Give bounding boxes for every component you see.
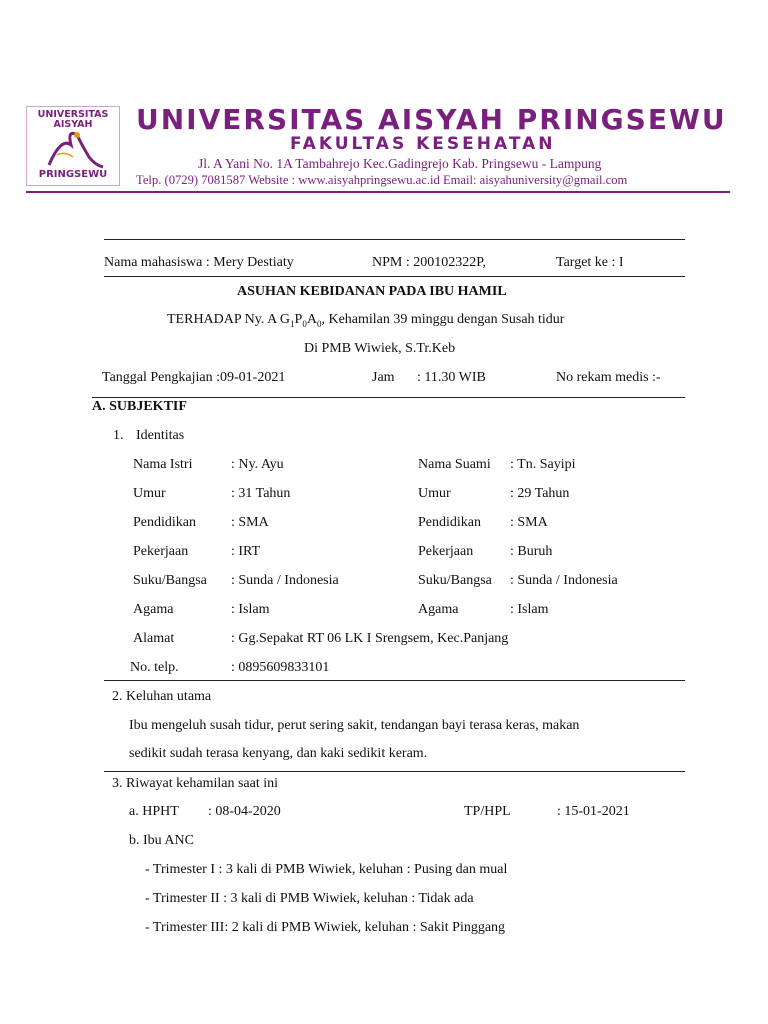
identity-label-wife: Umur xyxy=(133,486,166,501)
identity-label-wife: Nama Istri xyxy=(133,457,193,472)
trimester-line: - Trimester II : 3 kali di PMB Wiwiek, keluhan : Tidak ada xyxy=(145,891,474,906)
identity-value-husband: : Tn. Sayipi xyxy=(510,457,576,472)
identity-label-husband: Suku/Bangsa xyxy=(418,573,492,588)
faculty-name: FAKULTAS KESEHATAN xyxy=(290,134,556,154)
anc-label: b. Ibu ANC xyxy=(129,833,194,848)
identity-heading: Identitas xyxy=(136,428,185,443)
identity-label-wife: Suku/Bangsa xyxy=(133,573,207,588)
divider xyxy=(92,397,685,398)
identity-value-wife: : Ny. Ayu xyxy=(231,457,284,472)
tp-value: : 15-01-2021 xyxy=(557,804,630,819)
document-subtitle: TERHADAP Ny. A $G_1P_0A_0$, Kehamilan 39 minggu dengan Susah tidur xyxy=(167,312,565,329)
complaint-text-line: sedikit sudah terasa kenyang, dan kaki sedikit keram. xyxy=(129,746,428,761)
identity-value-husband: : 29 Tahun xyxy=(510,486,570,501)
identity-label-wife: Pendidikan xyxy=(133,515,196,530)
target: Target ke : I xyxy=(556,255,624,270)
divider xyxy=(104,680,685,681)
identity-value-wife: : Islam xyxy=(231,602,270,617)
identity-value-husband: : Buruh xyxy=(510,544,553,559)
phone-value: : 0895609833101 xyxy=(231,660,330,675)
identity-label-husband: Nama Suami xyxy=(418,457,491,472)
identity-value-husband: : Islam xyxy=(510,602,549,617)
identity-value-wife: : Sunda / Indonesia xyxy=(231,573,339,588)
section-heading: A. SUBJEKTIF xyxy=(92,399,187,414)
document-title: ASUHAN KEBIDANAN PADA IBU HAMIL xyxy=(237,284,507,299)
identity-label-husband: Pekerjaan xyxy=(418,544,474,559)
identity-value-husband: : SMA xyxy=(510,515,548,530)
address-label: Alamat xyxy=(133,631,175,646)
identity-label-wife: Agama xyxy=(133,602,174,617)
hpht-label: a. HPHT xyxy=(129,804,179,819)
student-name: Nama mahasiswa : Mery Destiaty xyxy=(104,255,294,270)
identity-label-wife: Pekerjaan xyxy=(133,544,189,559)
identity-value-wife: : IRT xyxy=(231,544,261,559)
tp-label: TP/HPL xyxy=(464,804,511,819)
student-npm: NPM : 200102322P, xyxy=(372,255,486,270)
identity-number: 1. xyxy=(113,428,124,443)
university-contact: Telp. (0729) 7081587 Website : www.aisyahpringsewu.ac.id Email: aisyahuniversity@gmail.com xyxy=(136,173,628,187)
identity-label-husband: Pendidikan xyxy=(418,515,481,530)
medical-record: No rekam medis :- xyxy=(556,370,661,385)
trimester-line: - Trimester III: 2 kali di PMB Wiwiek, keluhan : Sakit Pinggang xyxy=(145,920,506,935)
identity-label-husband: Agama xyxy=(418,602,459,617)
pregnancy-heading: 3. Riwayat kehamilan saat ini xyxy=(112,776,279,791)
university-logo xyxy=(26,106,120,186)
identity-value-husband: : Sunda / Indonesia xyxy=(510,573,618,588)
trimester-line: - Trimester I : 3 kali di PMB Wiwiek, keluhan : Pusing dan mual xyxy=(145,862,508,877)
address-value: : Gg.Sepakat RT 06 LK I Srengsem, Kec.Panjang xyxy=(231,631,509,646)
logo-bottom-text: PRINGSEWU xyxy=(38,169,108,180)
logo-top-text: UNIVERSITAS AISYAH xyxy=(37,109,109,130)
divider xyxy=(104,276,685,277)
identity-label-husband: Umur xyxy=(418,486,451,501)
header-divider xyxy=(26,191,730,193)
hpht-value: : 08-04-2020 xyxy=(208,804,281,819)
complaint-heading: 2. Keluhan utama xyxy=(112,689,212,704)
identity-value-wife: : SMA xyxy=(231,515,269,530)
assessment-time: : 11.30 WIB xyxy=(417,370,486,385)
university-address: Jl. A Yani No. 1A Tambahrejo Kec.Gadingrejo Kab. Pringsewu - Lampung xyxy=(198,156,602,171)
identity-value-wife: : 31 Tahun xyxy=(231,486,291,501)
assessment-date: Tanggal Pengkajian :09-01-2021 xyxy=(102,370,286,385)
university-name: UNIVERSITAS AISYAH PRINGSEWU xyxy=(136,103,727,136)
divider xyxy=(104,771,685,772)
phone-label: No. telp. xyxy=(130,660,179,675)
divider xyxy=(104,239,685,240)
complaint-text-line: Ibu mengeluh susah tidur, perut sering sakit, tendangan bayi terasa keras, makan xyxy=(129,718,580,733)
assessment-time-label: Jam xyxy=(372,370,395,385)
document-location: Di PMB Wiwiek, S.Tr.Keb xyxy=(304,341,456,356)
